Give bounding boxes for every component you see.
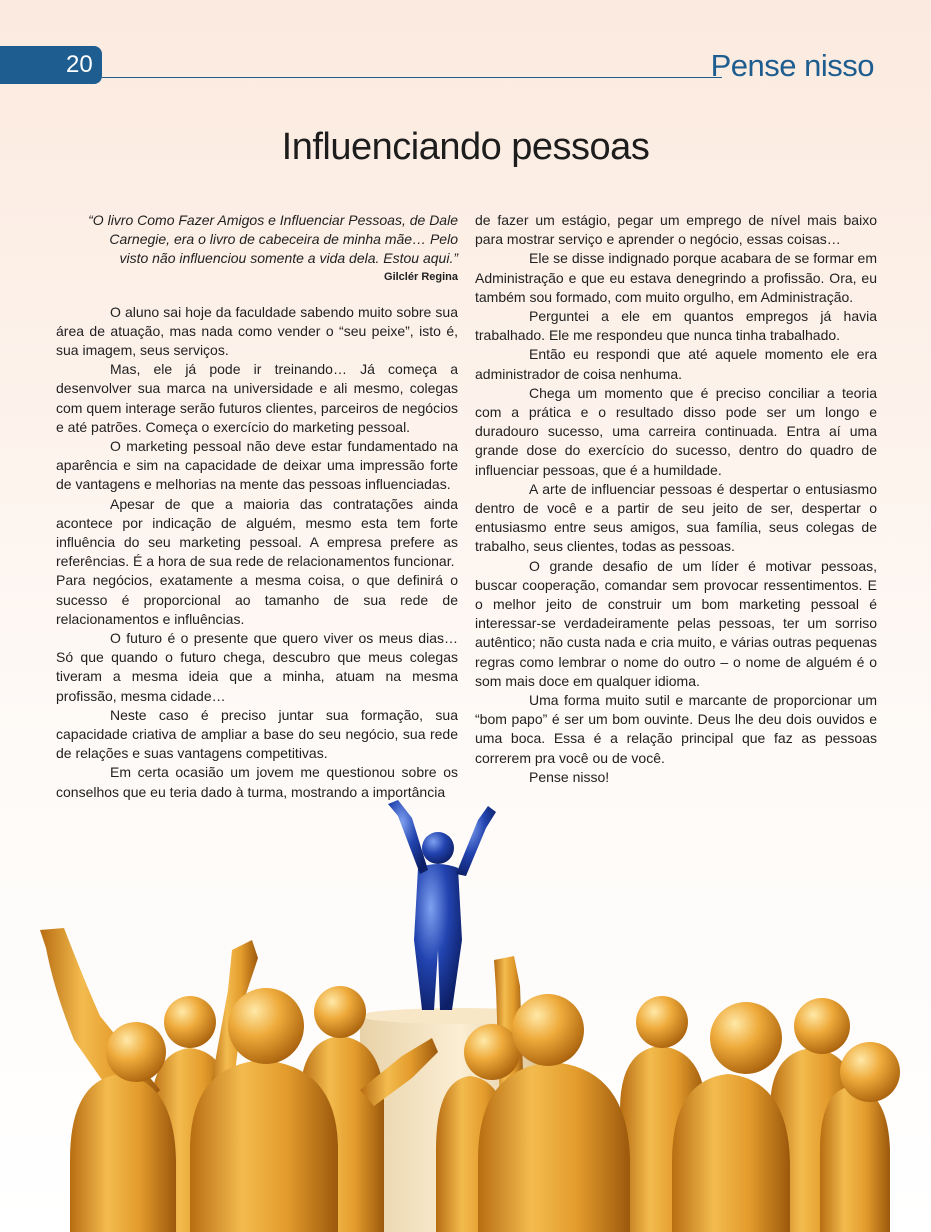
paragraph: Neste caso é preciso juntar sua formação, sua capacidade criativa de ampliar a base do seu negócio, sua rede de relações e suas vantagens competitivas. xyxy=(56,706,458,762)
leader-crowd-illustration xyxy=(0,790,931,1232)
paragraph: Pense nisso! xyxy=(529,768,610,785)
header-divider xyxy=(102,77,722,78)
paragraph: de fazer um estágio, pegar um emprego de nível mais baixo para mostrar serviço e aprender o negócio, essas coisas… xyxy=(475,212,877,248)
paragraph: Apesar de que a maioria das contratações ainda acontece por indicação de alguém, mesmo esta tem forte influência do seu marketing pessoal. A empresa prefere as referências. É a hora de sua rede de relacionamentos funcionar. xyxy=(56,495,458,570)
paragraph: Perguntei a ele em quantos empregos já havia trabalhado. Ele me respondeu que nunca tinha trabalhado. xyxy=(475,308,877,344)
paragraph: O aluno sai hoje da faculdade sabendo muito sobre sua área de atuação, mas nada como vender o “seu peixe”, isto é, sua imagem, seus serviços. xyxy=(56,303,458,359)
article-column-right xyxy=(475,211,877,787)
article-column-left xyxy=(56,211,458,802)
epigraph-author: Gilclér Regina xyxy=(384,270,458,283)
paragraph: Em certa ocasião um jovem me questionou sobre os conselhos que eu teria dado à turma, mostrando a importância xyxy=(56,764,458,800)
article-title: Influenciando pessoas xyxy=(281,126,650,168)
leader-figure xyxy=(388,800,496,1010)
page-number: 20 xyxy=(66,51,93,78)
paragraph: A arte de influenciar pessoas é despertar o entusiasmo dentro de você e a partir de seu jeito de ser, despertar o entusiasmo entre seus amigos, sua família, seus colegas de trabalho, seus clientes, todas as pessoas. xyxy=(475,480,877,555)
paragraph: Mas, ele já pode ir treinando… Já começa a desenvolver sua marca na universidade e ali mesmo, colegas com quem interage serão futuros clientes, parceiros de negócios e até patrões. Começa o exercício do marketing pessoal. xyxy=(56,361,458,435)
paragraph: O futuro é o presente que quero viver os meus dias… Só que quando o futuro chega, descubro que meus colegas tiveram a mesma ideia que a minha, atuam na mesma profissão, mesma cidade… xyxy=(56,630,458,704)
epigraph-quote: “O livro Como Fazer Amigos e Influenciar Pessoas, de Dale Carnegie, era o livro de cabeceira de minha mãe… Pelo visto não influenciou somente a vida dela. Estou aqui.” xyxy=(88,212,458,267)
paragraph: Ele se disse indignado porque acabara de se formar em Administração e que eu estava denegrindo a profissão. Ora, eu também sou formado, com muito orgulho, em Administração. xyxy=(475,250,877,305)
paragraph: O grande desafio de um líder é motivar pessoas, buscar cooperação, comandar sem provocar ressentimentos. E o melhor jeito de construir um bom marketing pessoal é interessar-se verdadeiramente pelas pessoas, ter um sorriso autêntico; não custa nada e cria muito, e várias outras pequenas regras como lembrar o nome do outro – o nome de alguém é o som mais doce em qualquer idioma. xyxy=(475,557,877,689)
section-title: Pense nisso xyxy=(710,48,874,83)
page-number-tab xyxy=(0,46,102,84)
paragraph: Chega um momento que é preciso conciliar a teoria com a prática e o resultado disso pode ser um longo e duradouro sucesso, uma carreira continuada. Entra aí uma grande dose do exercício do sucesso, dentro do quadro de influenciar pessoas, que é a humildade. xyxy=(475,384,877,478)
paragraph: Uma forma muito sutil e marcante de proporcionar um “bom papo” é ser um bom ouvinte. Deus lhe deu dois ouvidos e uma boca. Essa é a relação principal que faz as pessoas correrem pra você ou de você. xyxy=(475,692,877,766)
paragraph: Para negócios, exatamente a mesma coisa, o que definirá o sucesso é proporcional ao tamanho de sua rede de relacionamentos e influências. xyxy=(56,572,458,627)
paragraph: Então eu respondi que até aquele momento ele era administrador de coisa nenhuma. xyxy=(475,346,877,382)
paragraph: O marketing pessoal não deve estar fundamentado na aparência e sim na capacidade de deixar uma impressão forte de vantagens e melhorias na mente das pessoas influenciadas. xyxy=(56,438,458,493)
